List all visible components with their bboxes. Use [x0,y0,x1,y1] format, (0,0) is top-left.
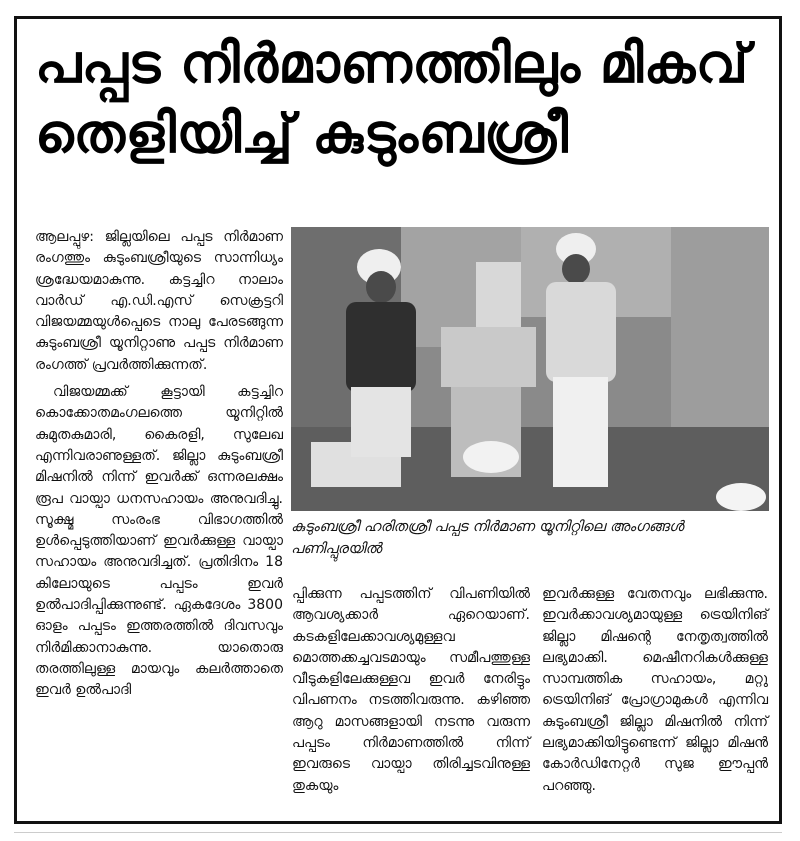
news-clipping [14,16,782,824]
paragraph: പ്പിക്കുന്ന പപ്പടത്തിന് വിപണിയിൽ ആവശ്യക്കാർ ഏറെയാണ്. കടകളിലേക്കാവശ്യമുള്ളവ മൊത്തക്കച്ചവടമായും സമീപത്തുള്ള വീടുകളിലേക്കുള്ളവ ഇവർ നേരിട്ടും വിപണനം നടത്തിവരുന്നു. കഴിഞ്ഞ ആറു മാസങ്ങളായി നടന്നു വരുന്ന പപ്പടം നിർമാണത്തിൽ നിന്ന് ഇവരുടെ വായ്പാ തിരിച്ചടവിനുള്ള തുകയും [292,586,530,794]
photo-caption: കുടുംബശ്രീ ഹരിതശ്രീ പപ്പട നിർമാണ യൂനിറ്റിലെ അംഗങ്ങൾ പണിപ്പുരയിൽ [291,519,684,557]
divider [14,832,782,833]
paragraph: വിജയമ്മക്ക് കൂട്ടായി കട്ടച്ചിറ കൊക്കോതമംഗലത്തെ യൂനിറ്റിൽ കുമുതകുമാരി, കൈരളി, സുലേഖ എന്നിവരാണുള്ളത്. ജില്ലാ കുടുംബശ്രീ മിഷനിൽ നിന്ന് ഇവർക്ക് ഒന്നരലക്ഷം രൂപ വായ്പാ ധനസഹായം അനുവദിച്ചു. സൂക്ഷ്മ സംരംഭ വിഭാഗത്തിൽ ഉൾപ്പെടുത്തിയാണ് ഇവർക്കുള്ള വായ്പാ സഹായം അനുവദിച്ചത്. പ്രതിദിനം 18 കിലോയുടെ പപ്പടം ഇവർ ഉൽപാദിപ്പിക്കുന്നുണ്ട്. ഏകദേശം 3800 ഓളം പപ്പടം ഇത്തരത്തിൽ ദിവസവും നിർമിക്കാനാകുന്നു. യാതൊരു തരത്തിലുള്ള മായവും കലർത്താതെ ഇവർ ഉൽപാദി [35,384,283,699]
workers-photo-illustration [291,227,769,511]
article-column-2 [292,584,530,803]
paragraph: ആലപ്പുഴ: ജില്ലയിലെ പപ്പട നിർമാണ രംഗത്തും കുടുംബശ്രീയുടെ സാന്നിധ്യം ശ്രദ്ധേയമാകുന്നു. കട്ടച്ചിറ നാലാം വാർഡ് എ.ഡി.എസ് സെക്രട്ടറി വിജയമ്മയുൾപ്പെടെ നാലു പേരടങ്ങുന്ന കുടുംബശ്രീ യൂനിറ്റാണു പപ്പട നിർമാണ രംഗത്ത് പ്രവർത്തിക്കുന്നത്. [35,229,283,373]
headline: പപ്പട നിർമാണത്തിലും മികവ് തെളിയിച്ച് കുടുംബശ്രീ [35,32,749,165]
article-column-1 [35,227,283,708]
article-photo [291,227,769,511]
paragraph: ഇവർക്കുള്ള വേതനവും ലഭിക്കുന്നു. ഇവർക്കാവശ്യമായുള്ള ട്രെയിനിങ് ജില്ലാ മിഷന്റെ നേതൃത്വത്തിൽ ലഭ്യമാക്കി. മെഷീനറികൾക്കുള്ള സാമ്പത്തിക സഹായം, മറ്റു ട്രെയിനിങ് പ്രോഗ്രാമുകൾ എന്നിവ കുടുംബശ്രീ ജില്ലാ മിഷനിൽ നിന്ന് ലഭ്യമാക്കിയിട്ടുണ്ടെന്ന് ജില്ലാ മിഷൻ കോർഡിനേറ്റർ സുജ ഈപ്പൻ പറഞ്ഞു. [542,586,768,794]
article-column-3 [542,584,768,803]
